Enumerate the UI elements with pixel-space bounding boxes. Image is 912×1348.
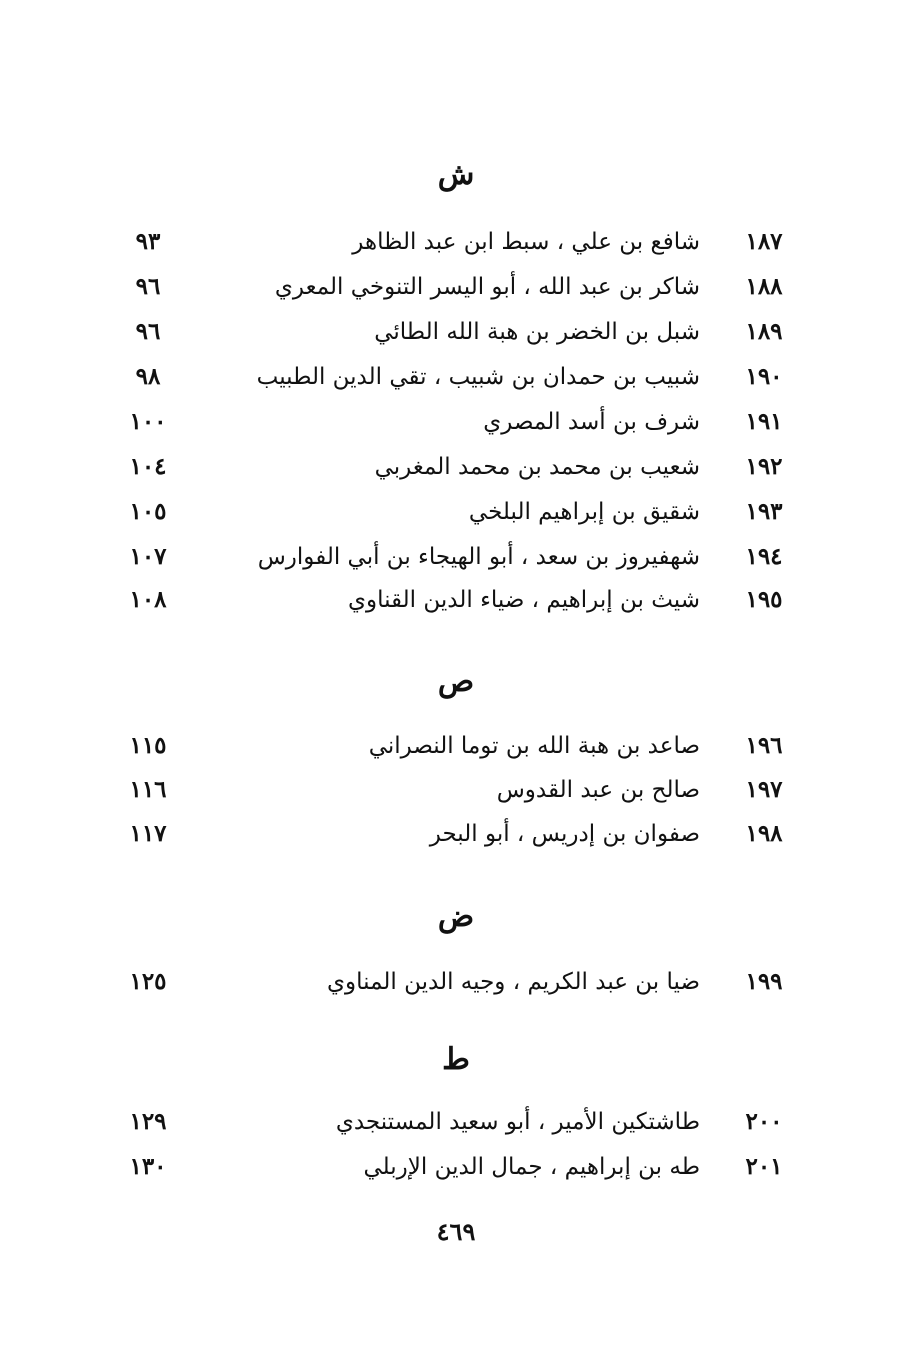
index-entry xyxy=(0,220,912,264)
index-entry xyxy=(0,960,912,1004)
entry-title: صالح بن عبد القدوس xyxy=(496,777,700,803)
entry-page: ١٠٨ xyxy=(129,586,167,613)
entry-number: ١٩٥ xyxy=(745,586,783,613)
section-heading-dad: ض xyxy=(437,899,475,934)
entry-title: شافع بن علي ، سبط ابن عبد الظاهر xyxy=(352,229,700,255)
entry-title: طه بن إبراهيم ، جمال الدين الإربلي xyxy=(363,1154,700,1180)
index-entry xyxy=(0,355,912,399)
index-entry xyxy=(0,1100,912,1144)
index-entry xyxy=(0,812,912,856)
section-heading-sad: ص xyxy=(437,664,475,699)
entry-page: ٩٨ xyxy=(135,363,161,390)
entry-number: ١٩٧ xyxy=(745,776,783,803)
entry-page: ١١٥ xyxy=(129,732,167,759)
entry-page: ١٣٠ xyxy=(129,1153,167,1180)
entry-number: ١٩٣ xyxy=(745,498,783,525)
index-entry xyxy=(0,445,912,489)
index-entry xyxy=(0,535,912,579)
section-heading-ta: ط xyxy=(442,1042,470,1077)
index-entry xyxy=(0,400,912,444)
entry-page: ١٢٩ xyxy=(129,1108,167,1135)
entry-number: ١٩٤ xyxy=(745,543,783,570)
index-entry xyxy=(0,768,912,812)
entry-number: ١٩٢ xyxy=(745,453,783,480)
entry-page: ٩٣ xyxy=(135,228,161,255)
entry-page: ٩٦ xyxy=(135,318,161,345)
entry-number: ١٨٨ xyxy=(745,273,783,300)
entry-title: شرف بن أسد المصري xyxy=(483,409,700,435)
entry-title: شبيب بن حمدان بن شبيب ، تقي الدين الطبيب xyxy=(256,364,700,390)
index-entry xyxy=(0,310,912,354)
entry-page: ١٠٥ xyxy=(129,498,167,525)
entry-number: ١٩٨ xyxy=(745,820,783,847)
entry-title: شبل بن الخضر بن هبة الله الطائي xyxy=(374,319,700,345)
entry-number: ١٨٩ xyxy=(745,318,783,345)
index-entry xyxy=(0,724,912,768)
entry-title: شقيق بن إبراهيم البلخي xyxy=(468,499,700,525)
index-entry xyxy=(0,265,912,309)
entry-number: ١٨٧ xyxy=(745,228,783,255)
entry-number: ٢٠٠ xyxy=(745,1108,783,1135)
entry-number: ٢٠١ xyxy=(745,1153,783,1180)
entry-title: شاكر بن عبد الله ، أبو اليسر التنوخي المعري xyxy=(274,274,700,300)
index-entry xyxy=(0,490,912,534)
entry-title: ضيا بن عبد الكريم ، وجيه الدين المناوي xyxy=(327,969,700,995)
entry-number: ١٩٩ xyxy=(745,968,783,995)
entry-page: ١٠٤ xyxy=(129,453,167,480)
entry-page: ١٠٠ xyxy=(129,408,167,435)
page-number: ٤٦٩ xyxy=(436,1217,476,1246)
entry-page: ١٠٧ xyxy=(129,543,167,570)
entry-title: شيث بن إبراهيم ، ضياء الدين القناوي xyxy=(347,587,700,613)
entry-page: ١٢٥ xyxy=(129,968,167,995)
entry-title: شهفيروز بن سعد ، أبو الهيجاء بن أبي الفوارس xyxy=(257,544,700,570)
entry-number: ١٩٦ xyxy=(745,732,783,759)
entry-title: شعيب بن محمد بن محمد المغربي xyxy=(374,454,700,480)
entry-number: ١٩١ xyxy=(745,408,783,435)
entry-page: ١١٧ xyxy=(129,820,167,847)
entry-title: طاشتكين الأمير ، أبو سعيد المستنجدي xyxy=(335,1109,700,1135)
entry-title: صاعد بن هبة الله بن توما النصراني xyxy=(368,733,700,759)
entry-number: ١٩٠ xyxy=(745,363,783,390)
entry-page: ٩٦ xyxy=(135,273,161,300)
index-entry xyxy=(0,1145,912,1189)
entry-title: صفوان بن إدريس ، أبو البحر xyxy=(429,821,700,847)
entry-page: ١١٦ xyxy=(129,776,167,803)
index-entry xyxy=(0,578,912,622)
section-heading-shin: ش xyxy=(437,157,475,192)
